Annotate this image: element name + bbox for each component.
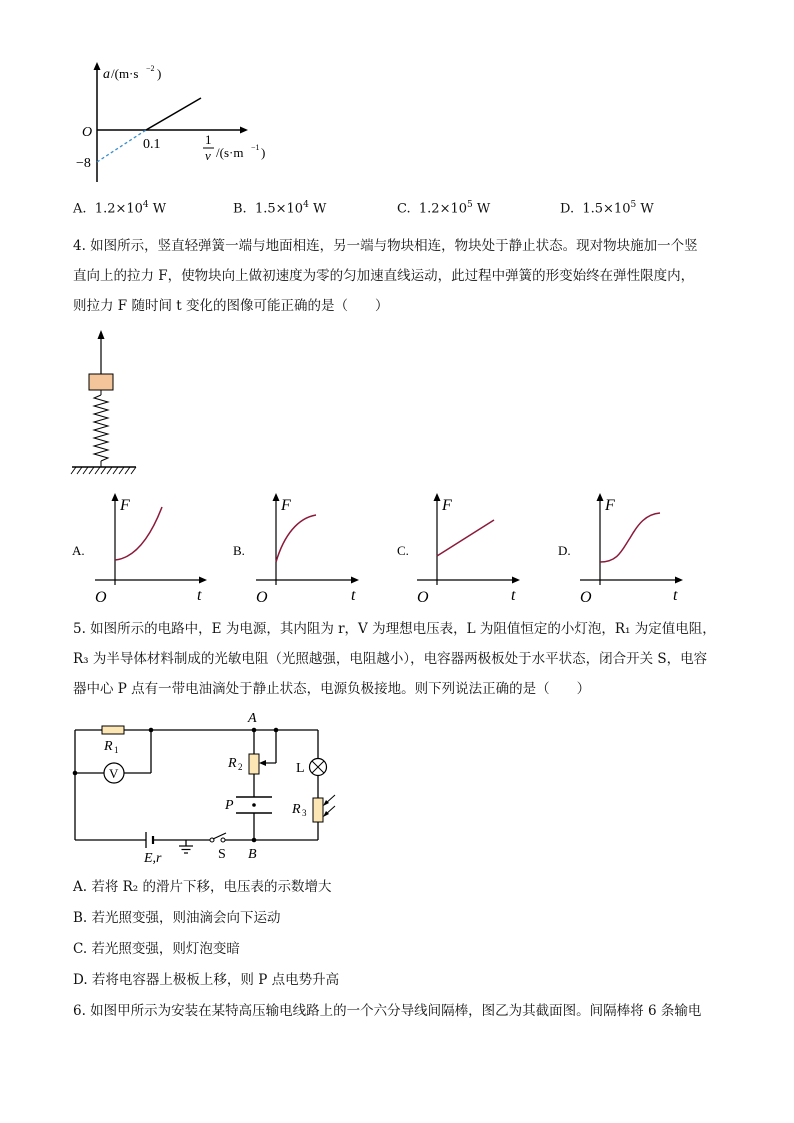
r3-label: R [292, 802, 301, 817]
q3-option-mantissa: 1.2×10 [418, 201, 467, 217]
r1-label: R [104, 739, 113, 754]
q3-origin: O [82, 125, 93, 140]
q4-graph-x-label: t [673, 587, 678, 604]
q5-option-c[interactable]: C. 若光照变强，则灯泡变暗 [73, 941, 240, 957]
q5-option-a[interactable]: A. 若将 R₂ 的滑片下移，电压表的示数增大 [73, 879, 332, 895]
r2-label-sub: 2 [238, 762, 243, 772]
q4-graph-y-label: F [605, 497, 615, 514]
q3-option-letter: C. [397, 201, 411, 217]
q3-option-letter: D. [560, 201, 575, 217]
q3-option-exponent: 4 [142, 200, 149, 210]
junction-dot [73, 771, 78, 776]
q4-graph-y-label: F [120, 497, 130, 514]
q3-option-exponent: 5 [467, 200, 473, 210]
q4-graph-letter: A. [72, 543, 85, 558]
q5-stem-line-1: 5. 如图所示的电路中，E 为电源，其内阻为 r，V 为理想电压表，L 为阻值恒定的小灯泡，R₁ 为定值电阻， [73, 621, 716, 637]
r3-label-sub: 3 [302, 808, 307, 818]
q4-stem-line-3: 则拉力 F 随时间 t 变化的图像可能正确的是（ ） [73, 298, 389, 314]
r2-slider-arrow [259, 760, 266, 766]
q3-option-unit: W [476, 201, 491, 217]
switch-terminal [221, 838, 225, 842]
q6-stem-line-1: 6. 如图甲所示为安装在某特高压输电线路上的一个六分导线间隔棒，图乙为其截面图。间隔棒将 6 条输电 [73, 1003, 702, 1019]
q4-graph-y-label: F [281, 497, 291, 514]
oil-drop-p [252, 803, 256, 807]
q3-option-letter: A. [73, 201, 87, 217]
q5-stem-line-3: 器中心 P 点有一带电油滴处于静止状态，电源负极接地。则下列说法正确的是（ ） [73, 681, 591, 697]
source-label: E,r [144, 851, 162, 866]
q4-graph-letter: D. [558, 543, 571, 558]
q3-option-mantissa: 1.5×10 [254, 201, 304, 217]
junction-dot [252, 838, 257, 843]
photoresistor-r3 [313, 798, 323, 822]
q4-graph-origin: O [256, 589, 268, 606]
q3-y-tick: −8 [76, 156, 91, 171]
junction-dot [274, 728, 279, 733]
q4-graph-origin: O [580, 589, 592, 606]
q3-y-label-a: a [103, 67, 110, 82]
q4-stem-line-2: 直向上的拉力 F，使物块向上做初速度为零的匀加速直线运动，此过程中弹簧的形变始终在弹性限度内， [73, 268, 695, 284]
q4-graph-origin: O [95, 589, 107, 606]
q3-x-label-num: 1 [205, 132, 212, 147]
q3-option-unit: W [640, 201, 654, 217]
switch-label: S [218, 847, 226, 862]
q3-option-unit: W [312, 201, 327, 217]
q4-graph-x-label: t [197, 587, 202, 604]
node-b-label: B [248, 847, 257, 862]
q4-graph-letter: B. [233, 543, 245, 558]
node-a-label: A [248, 711, 257, 726]
q3-x-label-exp: −1 [251, 143, 260, 152]
q3-option-mantissa: 1.5×10 [582, 201, 631, 217]
q3-y-label-unit: /(m·s [111, 66, 139, 81]
q4-graph-y-label: F [442, 497, 452, 514]
junction-dot [252, 728, 257, 733]
q3-x-label-close: ) [261, 145, 266, 160]
q3-x-label-den: v [205, 148, 211, 163]
q3-option-exponent: 5 [630, 200, 637, 210]
q4-stem-line-1: 4. 如图所示，竖直轻弹簧一端与地面相连，另一端与物块相连，物块处于静止状态。现对物块施加一个竖 [73, 238, 698, 254]
q4-graph-origin: O [417, 589, 429, 606]
q3-option-letter: B. [233, 201, 247, 217]
q5-option-b[interactable]: B. 若光照变强，则油滴会向下运动 [73, 910, 281, 926]
resistor-r1 [102, 726, 124, 734]
q4-graph-x-label: t [351, 587, 356, 604]
lamp-label: L [296, 761, 305, 776]
q3-option-unit: W [152, 201, 167, 217]
q3-x-label-unit: /(s·m [216, 145, 244, 160]
r2-label: R [228, 756, 237, 771]
q5-option-d[interactable]: D. 若将电容器上极板上移，则 P 点电势升高 [73, 972, 340, 988]
q3-y-label-exp: −2 [146, 64, 155, 73]
q4-graph-letter: C. [397, 543, 409, 558]
q5-stem-line-2: R₃ 为半导体材料制成的光敏电阻（光照越强，电阻越小），电容器两极板处于水平状态，闭合开关 S，电容 [73, 651, 708, 667]
q3-y-label-close: ) [157, 66, 162, 81]
junction-dot [149, 728, 154, 733]
q3-option-mantissa: 1.2×10 [94, 201, 143, 217]
q3-x-tick: 0.1 [143, 137, 161, 152]
voltmeter-label: V [109, 766, 119, 781]
rheostat-r2 [249, 754, 259, 774]
r1-label-sub: 1 [114, 745, 119, 755]
q3-option-exponent: 4 [303, 200, 309, 210]
q4-graph-x-label: t [511, 587, 516, 604]
p-label: P [225, 798, 234, 813]
